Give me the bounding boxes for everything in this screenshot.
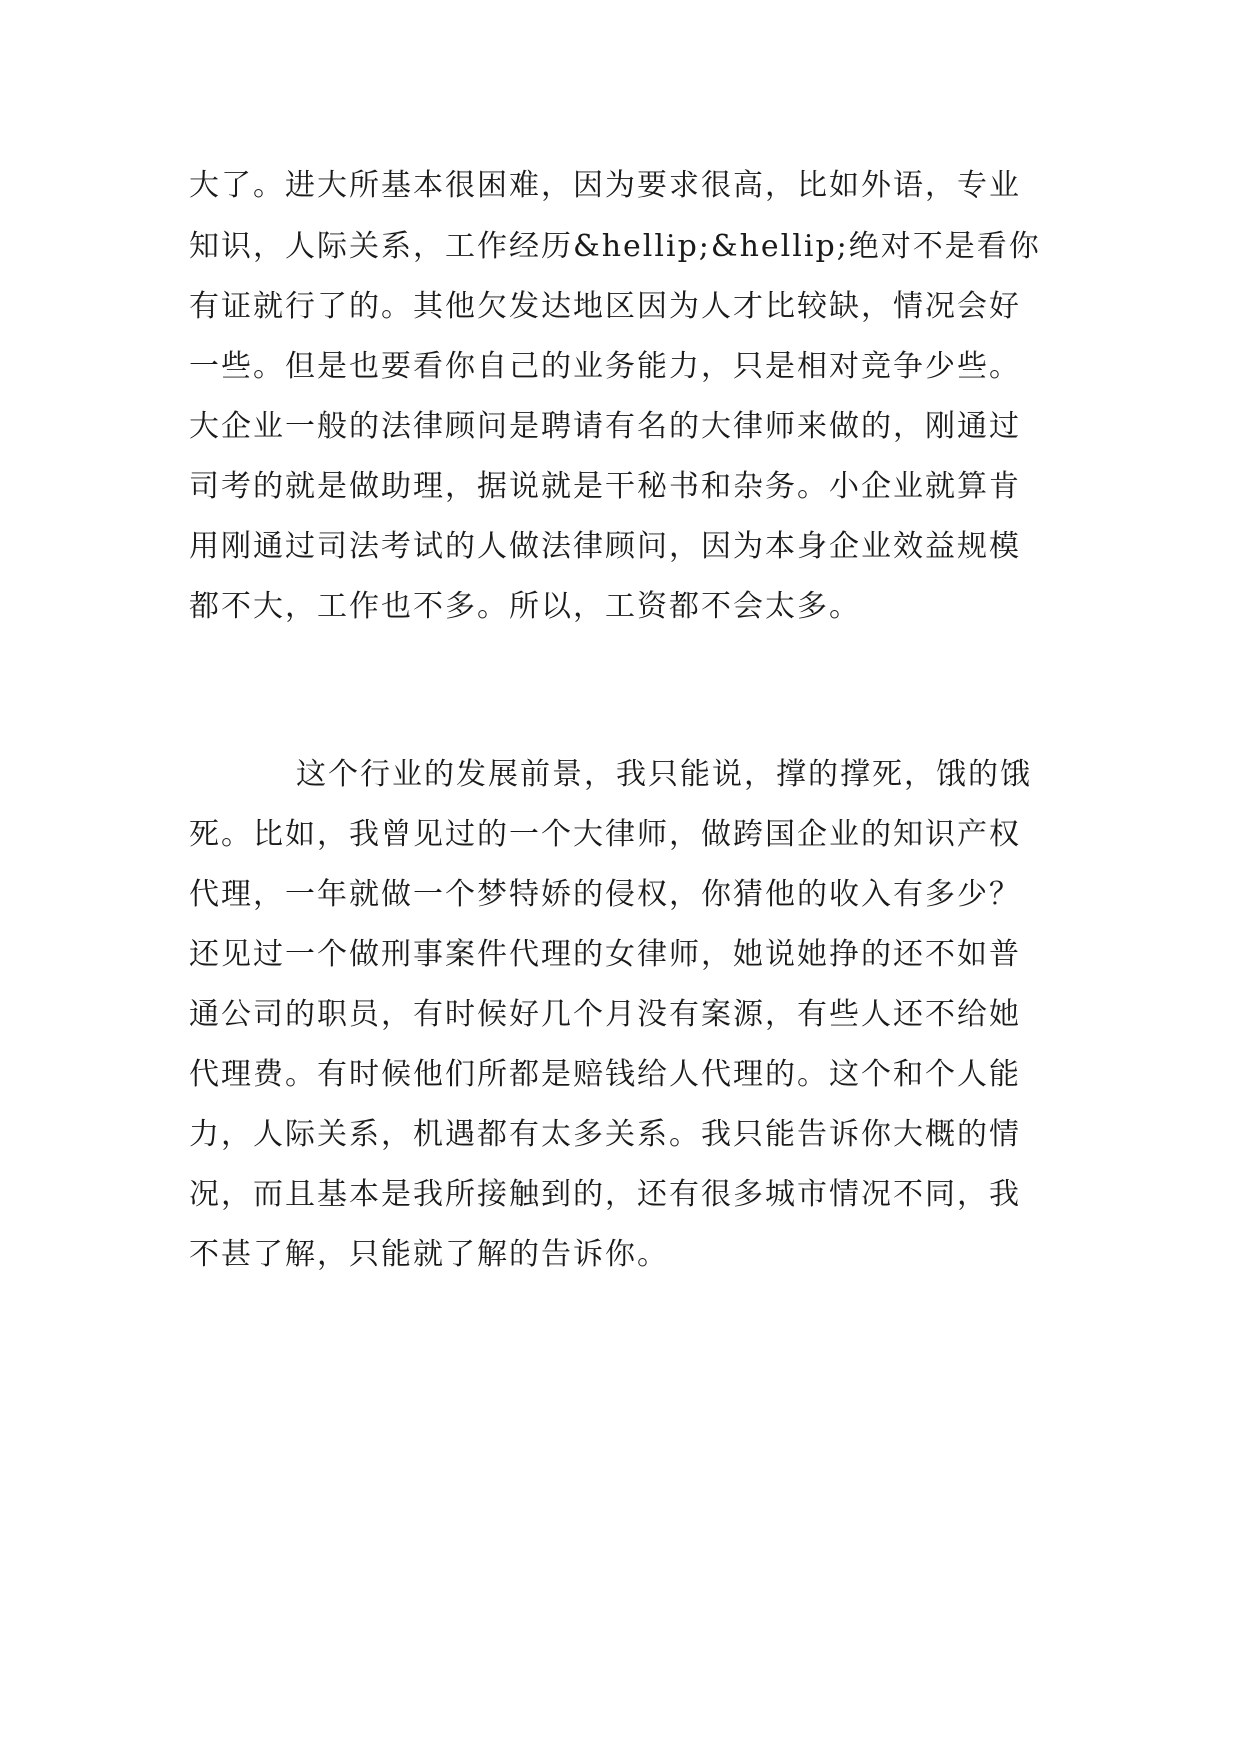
paragraph-line: 还见过一个做刑事案件代理的女律师，她说她挣的还不如普 [189, 937, 1021, 972]
paragraph-line: 大企业一般的法律顾问是聘请有名的大律师来做的，刚通过 [189, 409, 1021, 444]
paragraph-line: 大了。进大所基本很困难，因为要求很高，比如外语，专业 [189, 168, 1021, 203]
paragraph-line: 通公司的职员，有时候好几个月没有案源，有些人还不给她 [189, 997, 1021, 1032]
paragraph-line: 一些。但是也要看你自己的业务能力，只是相对竞争少些。 [189, 349, 1021, 384]
paragraph-line: 代理，一年就做一个梦特娇的侵权，你猜他的收入有多少？ [189, 877, 1021, 912]
paragraph-line: 司考的就是做助理，据说就是干秘书和杂务。小企业就算肯 [189, 469, 1021, 504]
paragraph-line: 都不大，工作也不多。所以，工资都不会太多。 [189, 589, 861, 624]
paragraph-line: 死。比如，我曾见过的一个大律师，做跨国企业的知识产权 [189, 817, 1021, 852]
paragraph-line: 用刚通过司法考试的人做法律顾问，因为本身企业效益规模 [189, 529, 1021, 564]
paragraph-line: 不甚了解，只能就了解的告诉你。 [189, 1237, 669, 1272]
paragraph-line: 有证就行了的。其他欠发达地区因为人才比较缺，情况会好 [189, 289, 1021, 324]
paragraph-line: 力，人际关系，机遇都有太多关系。我只能告诉你大概的情 [189, 1117, 1021, 1152]
paragraph-line: 况，而且基本是我所接触到的，还有很多城市情况不同，我 [189, 1177, 1021, 1212]
paragraph-line: 这个行业的发展前景，我只能说，撑的撑死，饿的饿 [296, 757, 1032, 792]
paragraph-line: 代理费。有时候他们所都是赔钱给人代理的。这个和个人能 [189, 1057, 1021, 1092]
paragraph-line: 知识，人际关系，工作经历&hellip;&hellip;绝对不是看你 [189, 229, 1041, 264]
